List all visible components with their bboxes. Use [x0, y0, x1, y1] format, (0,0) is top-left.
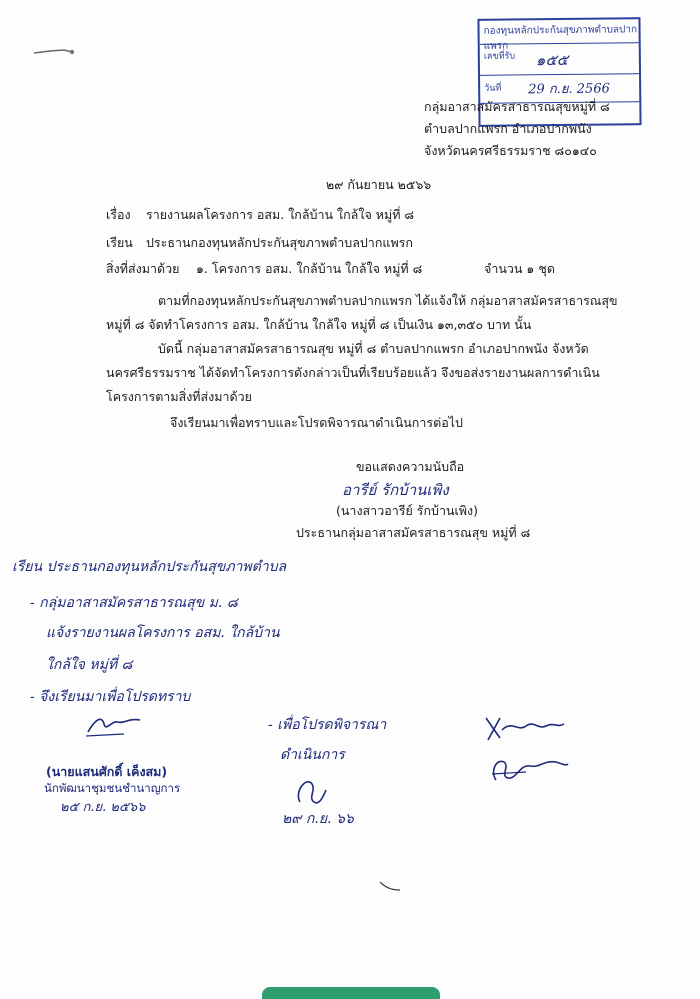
stamp-received-no-label: เลขที่รับ	[483, 51, 516, 62]
letter-date: ๒๙ กันยายน ๒๕๖๖	[326, 177, 432, 192]
enclosure-qty: จำนวน ๑ ชุด	[484, 261, 555, 276]
stamp-date-value: 29 ก.ย. 2566	[528, 81, 610, 98]
director-signature-scribble-2	[486, 750, 570, 786]
pen-scratch-mark	[32, 44, 74, 58]
middle-note-line-1: - เพื่อโปรดพิจารณา	[268, 717, 387, 733]
body-p1-line2: หมู่ที่ ๘ จัดทำโครงการ อสม. ใกล้บ้าน ใกล้ใจ หมู่ที่ ๘ เป็นเงิน ๑๓,๓๕๐ บาท นั้น	[106, 317, 532, 332]
salutation-text: ประธานกองทุนหลักประกันสุขภาพตำบลปากแพรก	[146, 235, 413, 250]
handnote-line-3: แจ้งรายงานผลโครงการ อสม. ใกล้บ้าน	[46, 625, 280, 641]
officer-name: (นายแสนศักดิ์ เค็งสม)	[46, 764, 168, 779]
body-p2-line2: นครศรีธรรมราช ได้จัดทำโครงการดังกล่าวเป็นที่เรียบร้อยแล้ว จึงขอส่งรายงานผลการดำเนิน	[106, 365, 600, 380]
salutation-label: เรียน	[106, 235, 133, 250]
handnote-line-4: ใกล้ใจ หมู่ที่ ๘	[46, 657, 133, 673]
director-signature-scribble-1	[482, 712, 566, 746]
officer-position: นักพัฒนาชุมชนชำนาญการ	[44, 781, 181, 795]
sender-printed-name: (นางสาวอารีย์ รักบ้านเพิง)	[336, 503, 479, 518]
sender-line-3: จังหวัดนครศรีธรรมราช ๘๐๑๔๐	[424, 143, 597, 158]
officer-date: ๒๕ ก.ย. ๒๕๖๖	[60, 800, 146, 815]
enclosure-label: สิ่งที่ส่งมาด้วย	[106, 261, 180, 276]
handnote-line-2: - กลุ่มอาสาสมัครสาธารณสุข ม. ๘	[30, 595, 238, 611]
handnote-line-1: เรียน ประธานกองทุนหลักประกันสุขภาพตำบล	[12, 559, 287, 575]
closing-regards: ขอแสดงความนับถือ	[356, 459, 465, 474]
middle-note-line-2: ดำเนินการ	[280, 747, 345, 763]
stamp-title: กองทุนหลักประกันสุขภาพตำบลปากแพรก	[483, 24, 638, 52]
stray-pen-mark	[378, 878, 402, 894]
stamp-date-label: วันที่	[484, 83, 502, 94]
sender-signature: อารีย์ รักบ้านเพิง	[342, 481, 449, 499]
body-p1-line1: ตามที่กองทุนหลักประกันสุขภาพตำบลปากแพรก ได้แจ้งให้ กลุ่มอาสาสมัครสาธารณสุข	[158, 293, 618, 308]
middle-signature-scribble	[290, 772, 330, 808]
subject-label: เรื่อง	[106, 207, 131, 222]
body-p2-line1: บัดนี้ กลุ่มอาสาสมัครสาธารณสุข หมู่ที่ ๘ ตำบลปากแพรก อำเภอปากพนัง จังหวัด	[158, 341, 589, 356]
bottom-edge-tab	[262, 987, 440, 999]
handnote-line-5: - จึงเรียนมาเพื่อโปรดทราบ	[30, 689, 191, 705]
sender-line-2: ตำบลปากแพรก อำเภอปากพนัง	[424, 121, 592, 136]
sender-line-1: กลุ่มอาสาสมัครสาธารณสุขหมู่ที่ ๘	[424, 99, 610, 114]
middle-note-date: ๒๙ ก.ย. ๖๖	[282, 811, 354, 827]
stamp-received-no-value: ๑๕๕	[535, 50, 569, 70]
enclosure-text: ๑. โครงการ อสม. ใกล้บ้าน ใกล้ใจ หมู่ที่ ๘	[196, 261, 423, 276]
sender-position: ประธานกลุ่มอาสาสมัครสาธารณสุข หมู่ที่ ๘	[296, 525, 531, 540]
subject-text: รายงานผลโครงการ อสม. ใกล้บ้าน ใกล้ใจ หมู่ที่ ๘	[146, 207, 415, 222]
body-p3: จึงเรียนมาเพื่อทราบและโปรดพิจารณาดำเนินการต่อไป	[170, 415, 463, 430]
officer-signature-scribble	[84, 710, 144, 740]
body-p2-line3: โครงการตามสิ่งที่ส่งมาด้วย	[106, 389, 252, 404]
